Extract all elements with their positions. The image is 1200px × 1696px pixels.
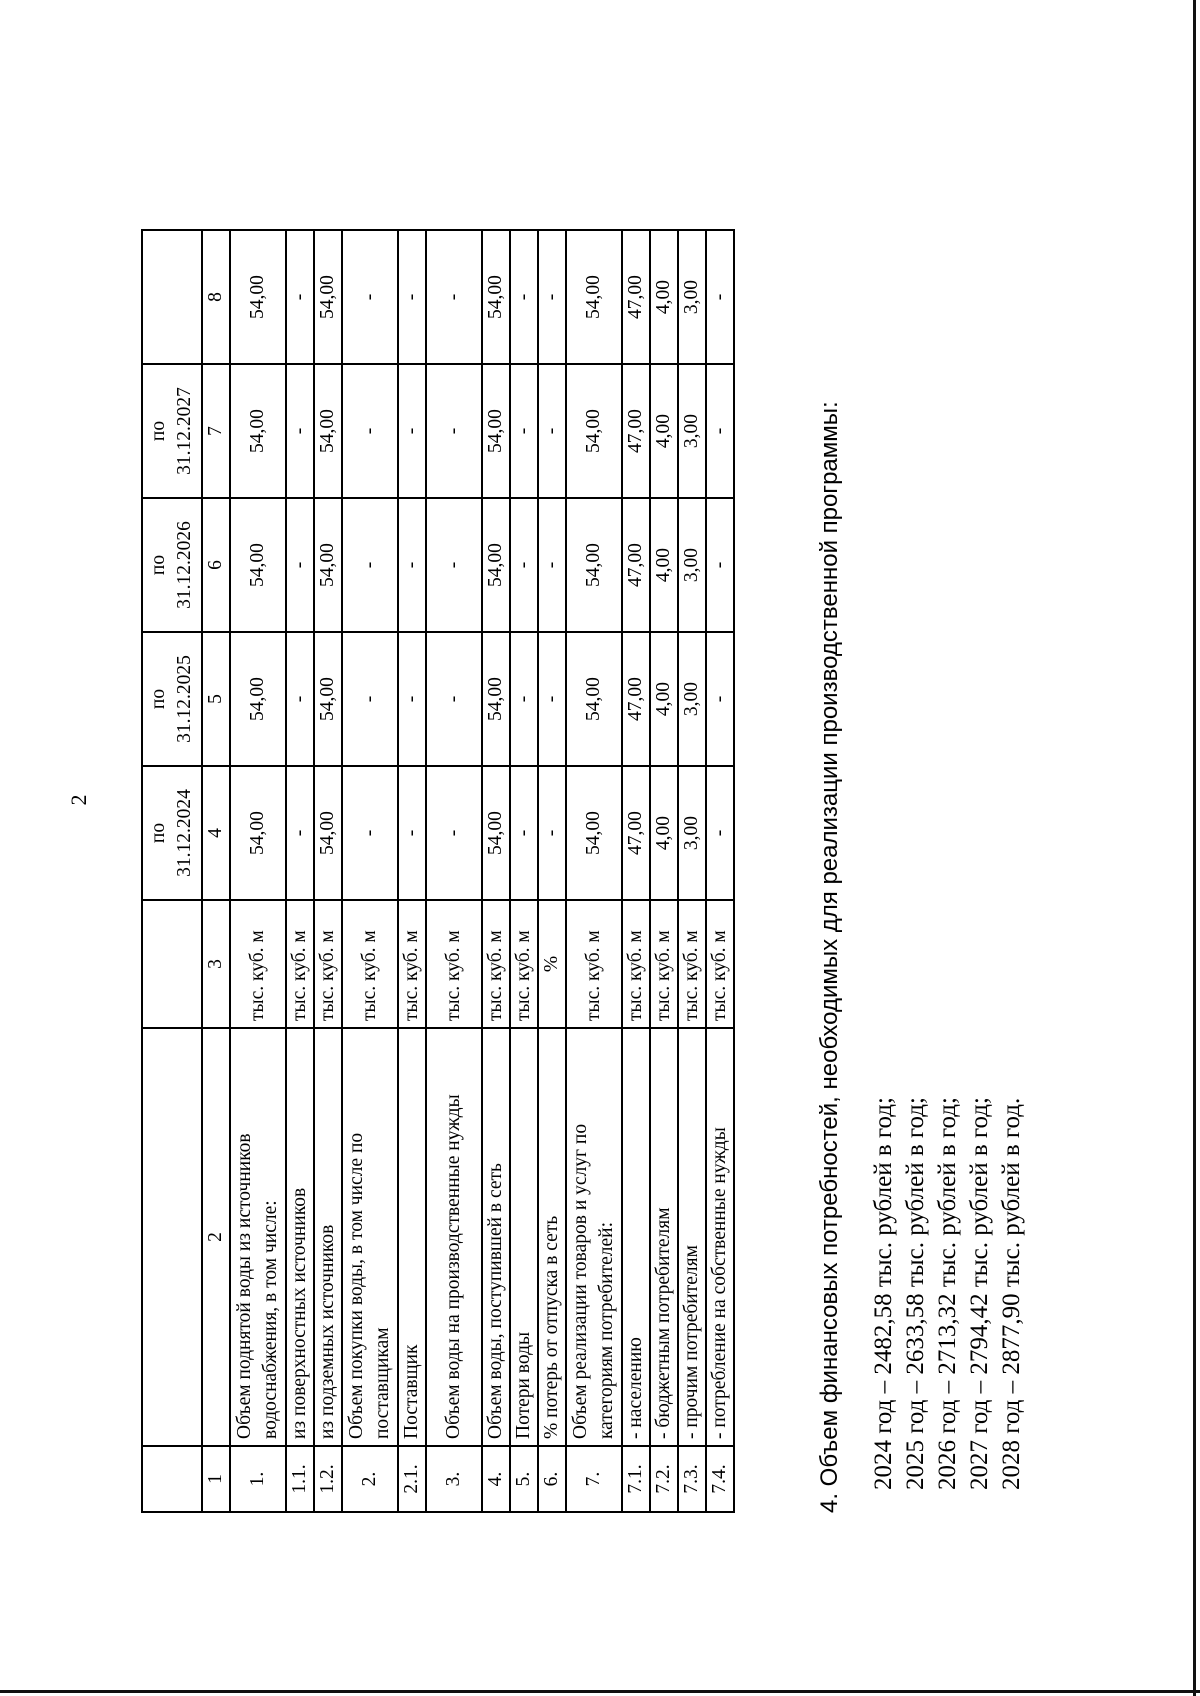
table-row [426,230,482,1512]
row-name: Объем поднятой воды из источников водоснабжения, в том числе: [230,1028,286,1446]
value-cell: 54,00 [230,766,286,900]
value-cell: - [286,230,314,364]
row-number: 2. [342,1446,398,1512]
row-unit: тыс. куб. м [286,900,314,1028]
value-cell: 54,00 [566,230,622,364]
row-name: из поверхностных источников [286,1028,314,1446]
table-row [342,230,398,1512]
value-cell: - [426,230,482,364]
value-cell: 54,00 [482,632,510,766]
value-cell: 3,00 [678,632,706,766]
row-number: 1. [230,1446,286,1512]
row-unit: тыс. куб. м [398,900,426,1028]
row-number: 1.1. [286,1446,314,1512]
row-number: 2.1. [398,1446,426,1512]
row-name: Объем покупки воды, в том числе по поставщикам [342,1028,398,1446]
value-cell: 54,00 [314,632,342,766]
value-cell: - [398,632,426,766]
financial-needs-list [868,1097,1028,1490]
row-number: 7.3. [678,1446,706,1512]
value-cell: - [510,230,538,364]
value-cell: 54,00 [566,766,622,900]
row-name: Объем реализации товаров и услуг по категориям потребителей: [566,1028,622,1446]
row-name: из подземных источников [314,1028,342,1446]
value-cell: 4,00 [650,364,678,498]
value-cell: 54,00 [566,498,622,632]
value-cell: 54,00 [230,498,286,632]
production-program-table [141,229,735,1513]
table-row [650,230,678,1512]
row-number: 6. [538,1446,566,1512]
header-cell-empty [142,1028,202,1446]
row-number: 7.1. [622,1446,650,1512]
row-name: - населению [622,1028,650,1446]
value-cell: 4,00 [650,632,678,766]
row-unit: тыс. куб. м [622,900,650,1028]
value-cell: - [426,364,482,498]
value-cell: 3,00 [678,766,706,900]
header-cell-empty [142,1446,202,1512]
header-period-2025: по 31.12.2025 [142,632,202,766]
value-cell: - [342,632,398,766]
table-row [706,230,734,1512]
value-cell: 54,00 [482,498,510,632]
value-cell: 54,00 [482,766,510,900]
value-cell: 54,00 [566,632,622,766]
row-unit: тыс. куб. м [678,900,706,1028]
value-cell: 54,00 [314,766,342,900]
value-cell: - [706,766,734,900]
value-cell: - [426,766,482,900]
table-row [482,230,510,1512]
value-cell: 54,00 [230,230,286,364]
value-cell: 54,00 [230,364,286,498]
value-cell: - [342,230,398,364]
row-unit: тыс. куб. м [566,900,622,1028]
value-cell: 54,00 [314,364,342,498]
table-row [678,230,706,1512]
header-cell-empty [142,230,202,364]
value-cell: - [286,766,314,900]
row-name: % потерь от отпуска в сеть [538,1028,566,1446]
value-cell: - [538,230,566,364]
column-number: 7 [202,364,230,498]
table-row [538,230,566,1512]
page-edge-right [1193,0,1196,1696]
row-number: 5. [510,1446,538,1512]
table-row [398,230,426,1512]
row-unit: тыс. куб. м [650,900,678,1028]
value-cell: - [398,498,426,632]
value-cell: - [706,632,734,766]
row-number: 7.2. [650,1446,678,1512]
value-cell: 54,00 [482,364,510,498]
row-number: 7.4. [706,1446,734,1512]
value-cell: - [538,364,566,498]
column-number: 2 [202,1028,230,1446]
value-cell: 3,00 [678,498,706,632]
value-cell: - [286,498,314,632]
table-row [622,230,650,1512]
value-cell: - [510,632,538,766]
value-cell: - [538,766,566,900]
financial-need-line: 2025 год – 2633,58 тыс. рублей в год; [902,1097,929,1490]
value-cell: - [342,364,398,498]
value-cell: - [342,498,398,632]
value-cell: 47,00 [622,766,650,900]
value-cell: - [398,230,426,364]
financial-need-line: 2028 год – 2877,90 тыс. рублей в год. [998,1097,1025,1490]
value-cell: 4,00 [650,766,678,900]
page-number: 2 [66,794,91,806]
table-row [286,230,314,1512]
row-name: Поставщик [398,1028,426,1446]
value-cell: - [426,498,482,632]
value-cell: - [286,364,314,498]
value-cell: 54,00 [566,364,622,498]
header-period-2027: по 31.12.2027 [142,364,202,498]
value-cell: - [510,498,538,632]
page-edge-bottom [0,1690,1200,1693]
value-cell: - [510,364,538,498]
value-cell: - [706,498,734,632]
value-cell: - [538,632,566,766]
value-cell: 47,00 [622,632,650,766]
table-header-row [142,230,202,1512]
value-cell: 3,00 [678,230,706,364]
column-number: 4 [202,766,230,900]
value-cell: - [538,498,566,632]
financial-need-line: 2026 год – 2713,32 тыс. рублей в год; [934,1097,961,1490]
value-cell: - [398,364,426,498]
column-number: 6 [202,498,230,632]
value-cell: - [510,766,538,900]
header-period-2026: по 31.12.2026 [142,498,202,632]
row-unit: тыс. куб. м [706,900,734,1028]
table-row [566,230,622,1512]
value-cell: - [706,230,734,364]
row-name: Потери воды [510,1028,538,1446]
row-unit: тыс. куб. м [230,900,286,1028]
value-cell: 54,00 [314,230,342,364]
row-unit: % [538,900,566,1028]
row-name: - прочим потребителям [678,1028,706,1446]
table-row [510,230,538,1512]
value-cell: 47,00 [622,230,650,364]
value-cell: 4,00 [650,230,678,364]
row-unit: тыс. куб. м [482,900,510,1028]
header-cell-empty [142,900,202,1028]
row-name: - потребление на собственные нужды [706,1028,734,1446]
column-number: 1 [202,1446,230,1512]
value-cell: 47,00 [622,364,650,498]
value-cell: - [286,632,314,766]
value-cell: 54,00 [230,632,286,766]
column-number: 3 [202,900,230,1028]
row-name: Объем воды на производственные нужды [426,1028,482,1446]
row-unit: тыс. куб. м [342,900,398,1028]
row-number: 7. [566,1446,622,1512]
row-name: - бюджетным потребителям [650,1028,678,1446]
row-unit: тыс. куб. м [314,900,342,1028]
financial-need-line: 2024 год – 2482,58 тыс. рублей в год; [870,1097,897,1490]
section-title-financial-needs: 4. Объем финансовых потребностей, необходимых для реализации производственной программы: [816,401,843,1513]
column-number: 5 [202,632,230,766]
value-cell: 47,00 [622,498,650,632]
value-cell: - [398,766,426,900]
row-unit: тыс. куб. м [426,900,482,1028]
value-cell: 3,00 [678,364,706,498]
value-cell: 54,00 [482,230,510,364]
value-cell: 4,00 [650,498,678,632]
row-number: 3. [426,1446,482,1512]
column-number-row [202,230,230,1512]
table-row [230,230,286,1512]
row-unit: тыс. куб. м [510,900,538,1028]
value-cell: - [342,766,398,900]
header-period-2024: по 31.12.2024 [142,766,202,900]
row-number: 1.2. [314,1446,342,1512]
row-name: Объем воды, поступившей в сеть [482,1028,510,1446]
table-row [314,230,342,1512]
value-cell: - [706,364,734,498]
financial-need-line: 2027 год – 2794,42 тыс. рублей в год; [966,1097,993,1490]
value-cell: - [426,632,482,766]
value-cell: 54,00 [314,498,342,632]
column-number: 8 [202,230,230,364]
row-number: 4. [482,1446,510,1512]
